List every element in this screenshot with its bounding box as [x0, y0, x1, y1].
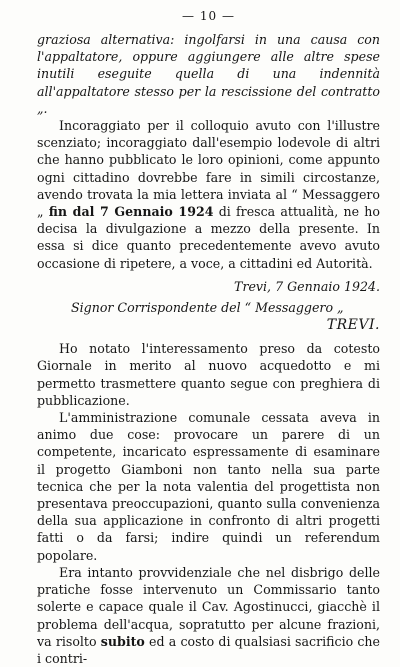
letter-dateline: Trevi, 7 Gennaio 1924.	[234, 278, 380, 294]
letter-city: TREVI.	[326, 317, 380, 334]
paragraph-introduction-bold: fin dal 7 Gennaio 1924	[48, 204, 214, 220]
paragraph-letter-3-bold: subito	[100, 633, 145, 649]
paragraph-letter-3	[37, 564, 380, 667]
paragraph-letter-3-text-2: ed a costo di qualsiasi sacrificio che i contri-	[37, 633, 380, 666]
paragraph-letter-3-text-1: Era intanto provvidenziale che nel disbrigo delle pratiche fosse intervenuto un Commissario tanto solerte e capace quale il Cav. Agostinucci, giacchè il problema dell'acqua, sopratutto per alcune frazioni, va risolto	[37, 564, 380, 649]
paragraph-introduction	[37, 117, 380, 272]
paragraph-letter-2: L'amministrazione comunale cessata aveva in animo due cose: provocare un parere di un competente, incaricato espressamente di esaminare il progetto Giamboni non tanto nella sua parte tecnica che per la nota valentia del progettista non presentava preoccupazioni, quanto sulla convenienza della sua applicazione in confronto di altri progetti fatti o da farsi; indire quindi un referendum popolare.	[37, 410, 380, 563]
paragraph-introduction-text-1: Incoraggiato per il colloquio avuto con l'illustre scenziato; incoraggiato dall'esempio lodevole di altri che hanno pubblicato le loro opinioni, come appunto ogni cittadino dovrebbe fare in simili circostanze, avendo trovata la mia lettera inviata al “ Messaggero „	[37, 118, 380, 220]
paragraph-quote-ending: graziosa alternativa: ingolfarsi in una causa con l'appaltatore, oppure aggiungere alle altre spese inutili eseguite quella di una indennità all'appaltatore stesso per la rescissione del contratto „.	[37, 32, 380, 116]
paragraph-introduction-text-2: di fresca attualità, ne ho decisa la divulgazione a mezzo della presente. In essa si dice quanto precedentemente avevo avuto occasione di ripetere, a voce, a cittadini ed Autorità.	[37, 204, 380, 271]
letter-salutation: Signor Corrispondente del “ Messaggero „	[71, 300, 344, 316]
page-number: — 10 —	[182, 9, 235, 23]
paragraph-letter-1: Ho notato l'interessamento preso da cotesto Giornale in merito al nuovo acquedotto e mi permetto trasmettere quanto segue con preghiera di pubblicazione.	[37, 341, 380, 408]
